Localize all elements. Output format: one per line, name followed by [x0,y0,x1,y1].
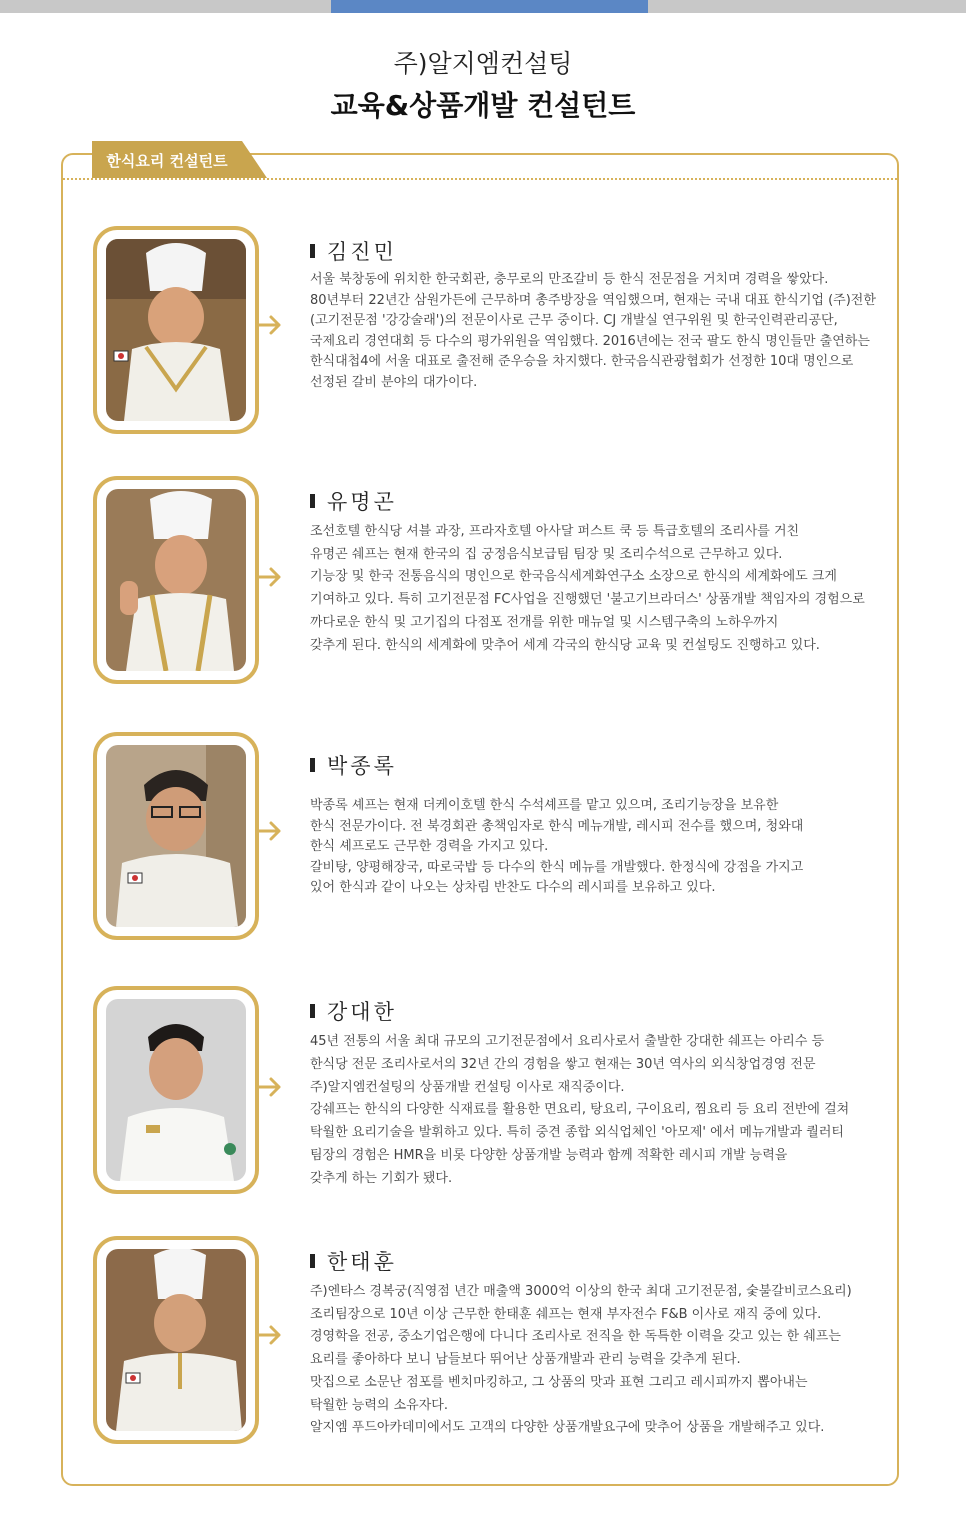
top-color-bar-accent [331,0,648,13]
bio-line: 국제요리 경연대회 등 다수의 평가위원을 역임했다. 2016년에는 전국 팔도 한식 명인들만 출연하는 [310,333,870,349]
chef-name [310,996,397,1026]
name-bar-marker [310,1254,315,1268]
chef-name-text: 박종록 [327,754,397,778]
bio-line: 서울 북창동에 위치한 한국회관, 충무로의 만조갈비 등 한식 전문점을 거치며 경력을 쌓았다. [310,272,829,287]
bio-line: 박종록 셰프는 현재 더케이호텔 한식 수석셰프를 맡고 있으며, 조리기능장을 보유한 [310,798,779,813]
bio-line: 탁월한 요리기술을 발휘하고 있다. 특히 중견 종합 외식업체인 '아모제' 에서 메뉴개발과 퀄러티 [310,1125,844,1141]
page-title: 교육&상품개발 컨설턴트 [330,89,636,122]
name-bar-marker [310,1004,315,1018]
bio-line: 선정된 갈비 분야의 대가이다. [310,374,478,390]
dotted-divider [63,178,897,180]
chef-photo [106,999,246,1181]
photo-frame [93,986,259,1194]
bio-line: 한식대첩4에 서울 대표로 출전해 준우승을 차지했다. 한국음식관광협회가 선정한 10대 명인으로 [310,354,854,369]
bio-line: 한식당 전문 조리사로서의 32년 간의 경험을 쌓고 현재는 30년 역사의 외식창업경영 전문 [310,1056,816,1072]
bio-line: 기여하고 있다. 특히 고기전문점 FC사업을 진행했던 '불고기브라더스' 상품개발 책임자의 경험으로 [310,592,865,608]
chef-photo [106,489,246,671]
bio-line: 강쉐프는 한식의 다양한 식재료를 활용한 면요리, 탕요리, 구이요리, 찜요리 등 요리 전반에 걸쳐 [310,1102,850,1118]
bio-line: 까다로운 한식 및 고기집의 다점포 전개를 위한 매뉴얼 및 시스템구축의 노하우까지 [310,614,779,630]
bio-line: 탁월한 능력의 소유자다. [310,1397,448,1413]
bio-line: 조리팀장으로 10년 이상 근무한 한태훈 쉐프는 현재 부자전수 F&B 이사로 재직 중에 있다. [310,1306,822,1322]
arrow-right-icon [257,1324,283,1346]
chef-bio [310,1031,890,1191]
bio-line: 80년부터 22년간 삼원가든에 근무하며 총주방장을 역임했으며, 현재는 국내 대표 한식기업 (주)전한 [310,292,876,308]
section-tab-label: 한식요리 컨설턴트 [106,152,228,170]
arrow-right-icon [257,566,283,588]
photo-frame [93,732,259,940]
chef-photo [106,1249,246,1431]
bio-line: 요리를 좋아하다 보니 남들보다 뛰어난 상품개발과 관리 능력을 갖추게 된다. [310,1352,741,1368]
chef-name-text: 강대한 [327,1000,397,1024]
chef-name-text: 김진민 [327,240,397,264]
chef-name [310,236,397,266]
bio-line: 알지엠 푸드아카데미에서도 고객의 다양한 상품개발요구에 맞추어 상품을 개발해주고 있다. [310,1420,825,1436]
bio-line: 한식 셰프로도 근무한 경력을 가지고 있다. [310,839,549,854]
chef-bio [310,270,890,393]
chef-name-text: 한태훈 [327,1250,397,1274]
name-bar-marker [310,244,315,258]
bio-line: 팀장의 경험은 HMR을 비롯 다양한 상품개발 능력과 함께 적확한 레시피 개발 능력을 [310,1147,788,1163]
bio-line: (고기전문점 '강강술래')의 전문이사로 근무 중이다. CJ 개발실 연구위원 및 한국인력관리공단, [310,313,838,328]
section-tab [92,141,267,178]
bio-line: 있어 한식과 같이 나오는 상차림 반찬도 다수의 레시피를 보유하고 있다. [310,880,716,895]
chef-bio [310,1281,890,1440]
chef-name [310,750,397,780]
photo-frame [93,1236,259,1444]
arrow-right-icon [257,1076,283,1098]
top-color-bar [0,0,966,13]
bio-line: 유명곤 쉐프는 현재 한국의 집 궁정음식보급팀 팀장 및 조리수석으로 근무하고 있다. [310,546,783,562]
company-title: 주)알지엠컨설팅 [393,49,573,78]
bio-line: 조선호텔 한식당 셔블 과장, 프라자호텔 아사달 퍼스트 쿡 등 특급호텔의 조리사를 거친 [310,524,800,539]
photo-frame [93,226,259,434]
chef-photo [106,239,246,421]
bio-line: 주)엔타스 경복궁(직영점 년간 매출액 3000억 이상의 한국 최대 고기전문점, 숯불갈비코스요리) [310,1284,852,1299]
arrow-right-icon [257,820,283,842]
bio-line: 갖추게 된다. 한식의 세계화에 맞추어 세계 각국의 한식당 교육 및 컨설팅도 진행하고 있다. [310,637,820,653]
bio-line: 경영학을 전공, 중소기업은행에 다니다 조리사로 전직을 한 독특한 이력을 갖고 있는 한 쉐프는 [310,1329,841,1345]
chef-photo [106,745,246,927]
bio-line: 45년 전통의 서울 최대 규모의 고기전문점에서 요리사로서 출발한 강대한 쉐프는 아리수 등 [310,1034,825,1049]
bio-line: 맛집으로 소문난 점포를 벤치마킹하고, 그 상품의 맛과 표현 그리고 레시피까지 뽑아내는 [310,1374,808,1390]
chef-name [310,486,397,516]
photo-frame [93,476,259,684]
bio-line: 갈비탕, 양평해장국, 따로국밥 등 다수의 한식 메뉴를 개발했다. 한정식에 강점을 가지고 [310,859,804,875]
chef-name-text: 유명곤 [327,490,397,514]
bio-line: 기능장 및 한국 전통음식의 명인으로 한국음식세계화연구소 소장으로 한식의 세계화에도 크게 [310,569,837,585]
bio-line: 갖추게 하는 기회가 됐다. [310,1170,453,1186]
bio-line: 주)알지엠컨설팅의 상품개발 컨설팅 이사로 재직중이다. [310,1079,625,1095]
bio-line: 한식 전문가이다. 전 북경회관 총책임자로 한식 메뉴개발, 레시피 전수를 했으며, 청와대 [310,818,804,834]
name-bar-marker [310,494,315,508]
chef-name [310,1246,397,1276]
chef-bio [310,796,890,899]
arrow-right-icon [257,314,283,336]
name-bar-marker [310,758,315,772]
chef-bio [310,521,890,657]
